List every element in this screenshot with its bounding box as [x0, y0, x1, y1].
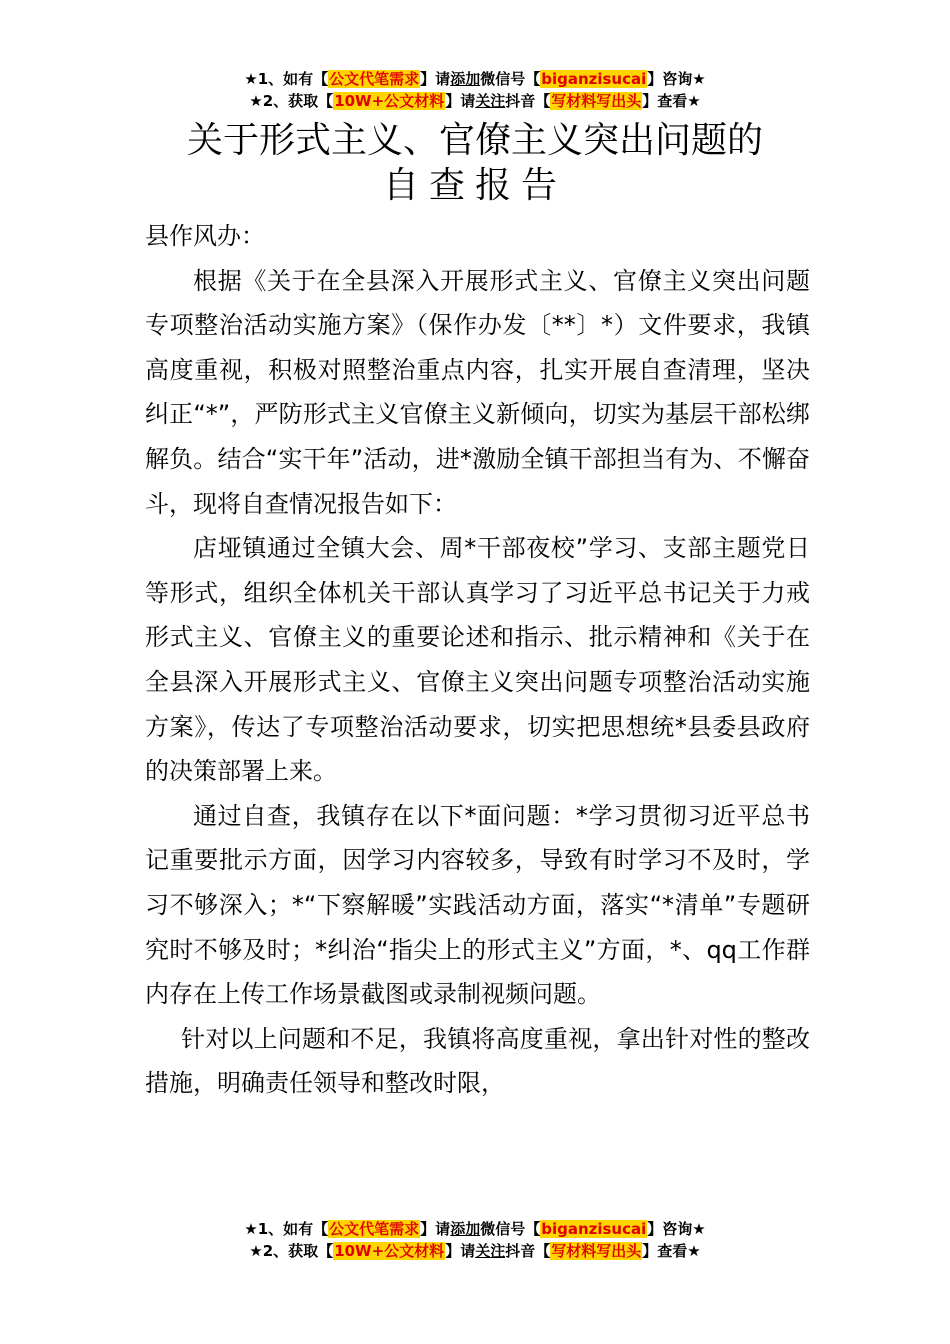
promo-banner-top [0, 68, 950, 112]
document-title-line-2: 自查报告 [382, 165, 567, 206]
promo-line-2: ★2、获取【10W+公文材料】请关注抖音【写材料写出头】查看★ [249, 1242, 701, 1260]
paragraph-2: 店垭镇通过全镇大会、周*干部夜校”学习、支部主题党日等形式，组织全体机关干部认真学习了习近平总书记关于力戒形式主义、官僚主义的重要论述和指示、批示精神和《关于在全县深入开展形式主义、官僚主义突出问题专项整治活动实施方案》，传达了专项整治活动要求，切实把思想统*县委县政府的决策部署上来。 [145, 534, 810, 786]
promo-banner-bottom [0, 1218, 950, 1262]
paragraph-1: 根据《关于在全县深入开展形式主义、官僚主义突出问题专项整治活动实施方案》（保作办发〔**〕*）文件要求，我镇高度重视，积极对照整治重点内容，扎实开展自查清理，坚决纠正“*”，严防形式主义官僚主义新倾向，切实为基层干部松绑解负。结合“实干年”活动，进*激励全镇干部担当有为、不懈奋斗，现将自查情况报告如下： [145, 266, 810, 518]
document-body [145, 214, 810, 1106]
highlight-materials: 10W+公文材料 [334, 92, 445, 110]
highlight-wechat-id: biganzisucai [541, 70, 647, 88]
highlight-service: 公文代笔需求 [329, 70, 420, 88]
document-title-line-1: 关于形式主义、官僚主义突出问题的 [186, 120, 763, 161]
promo-line-1: ★1、如有【公文代笔需求】请添加微信号【biganzisucai】咨询★ [244, 70, 706, 88]
highlight-douyin: 写材料写出头 [551, 1242, 642, 1260]
promo-line-2: ★2、获取【10W+公文材料】请关注抖音【写材料写出头】查看★ [249, 92, 701, 110]
highlight-douyin: 写材料写出头 [551, 92, 642, 110]
highlight-materials: 10W+公文材料 [334, 1242, 445, 1260]
paragraph-4: 针对以上问题和不足，我镇将高度重视，拿出针对性的整改措施，明确责任领导和整改时限， [145, 1024, 810, 1098]
promo-line-1: ★1、如有【公文代笔需求】请添加微信号【biganzisucai】咨询★ [244, 1220, 706, 1238]
highlight-service: 公文代笔需求 [329, 1220, 420, 1238]
paragraph-3: 通过自查，我镇存在以下*面问题：*学习贯彻习近平总书记重要批示方面，因学习内容较多，导致有时学习不及时，学习不够深入；*“下察解暖”实践活动方面，落实“*清单”专题研究时不够及时；*纠治“指尖上的形式主义”方面，*、qq工作群内存在上传工作场景截图或录制视频问题。 [145, 801, 810, 1009]
salutation: 县作风办： [145, 222, 265, 250]
highlight-wechat-id: biganzisucai [541, 1220, 647, 1238]
